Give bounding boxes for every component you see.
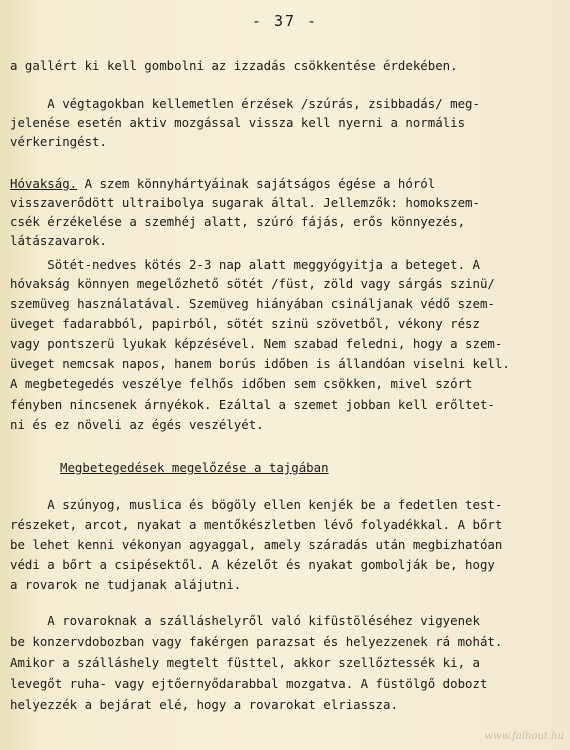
- text-line: Sötét-nedves kötés 2-3 nap alatt meggyógyitja a beteget. A: [10, 257, 480, 272]
- section-hovaksag-line: [10, 176, 435, 192]
- text-line: be konzervdobozban vagy fakérgen parazsat és helyezzenek rá mohát.: [10, 634, 503, 649]
- text-line: részeket, arcot, nyakat a mentőkészletben lévő folyadékkal. A bőrt: [10, 517, 503, 532]
- text-line: a rovarok ne tudjanak alájutni.: [10, 577, 242, 592]
- page-number: - 37 -: [251, 12, 319, 30]
- text-fragment: A szem könnyhártyáinak sajátságos égése a hóról: [77, 176, 436, 191]
- text-line: hóvakság könnyen megelőzhető sötét /füst, zöld vagy sárgás szinü/: [10, 276, 495, 291]
- text-line: látászavarok.: [10, 233, 107, 248]
- text-line: Amikor a szálláshely megtelt füsttel, akkor szellőztessék ki, a: [10, 655, 480, 670]
- text-line: A szúnyog, muslica és bögöly ellen kenjék be a fedetlen test-: [10, 497, 503, 512]
- text-line: a gallért ki kell gombolni az izzadás csökkentése érdekében.: [10, 58, 458, 73]
- text-line: jelenése esetén aktiv mozgással vissza kell nyerni a normális: [10, 115, 466, 130]
- text-line: csék érzékelése a szemhéj alatt, szúró fájás, erős könnyezés,: [10, 214, 466, 229]
- text-line: ni és ez növeli az égés veszélyét.: [10, 417, 264, 432]
- text-line: védi a bőrt a csipésektől. A kézelőt és nyakat gombolják be, hogy: [10, 557, 495, 572]
- text-line: fényben nincsenek árnyékok. Ezáltal a szemet jobban kell erőltet-: [10, 397, 495, 412]
- text-line: üveget fadarabból, papirból, sötét szinü szövetből, vékony rész: [10, 316, 480, 331]
- text-line: vérkeringést.: [10, 134, 107, 149]
- text-line: be lehet kenni vékonyan agyaggal, amely száradás után megbizhatóan: [10, 537, 503, 552]
- text-line: visszaverődött ultraibolya sugarak által. Jellemzők: homokszem-: [10, 195, 480, 210]
- text-line: üveget nemcsak napos, hanem borús időben is állandóan viselni kell.: [10, 356, 510, 371]
- text-line: vagy pontszerü lyukak képzésével. Nem szabad feledni, hogy a szem-: [10, 336, 503, 351]
- section-heading: Megbetegedések megelőzése a tajgában: [60, 460, 329, 475]
- text-line: A rovaroknak a szálláshelyről való kifüstöléséhez vigyenek: [10, 613, 480, 628]
- text-line: helyezzék a bejárat elé, hogy a rovarokat elriassza.: [10, 697, 398, 712]
- text-line: szemüveg használatával. Szemüveg hiányában csináljanak védő szem-: [10, 296, 495, 311]
- text-line: A megbetegedés veszélye felhős időben sem csökken, mivel szórt: [10, 376, 473, 391]
- watermark: www.falhout.hu: [484, 731, 564, 742]
- section-title-hovaksag: Hóvakság.: [10, 176, 78, 191]
- text-line: levegőt ruha- vagy ejtőernyődarabbal mozgatva. A füstölgő dobozt: [10, 676, 488, 691]
- text-line: A végtagokban kellemetlen érzések /szúrás, zsibbadás/ meg-: [10, 96, 480, 111]
